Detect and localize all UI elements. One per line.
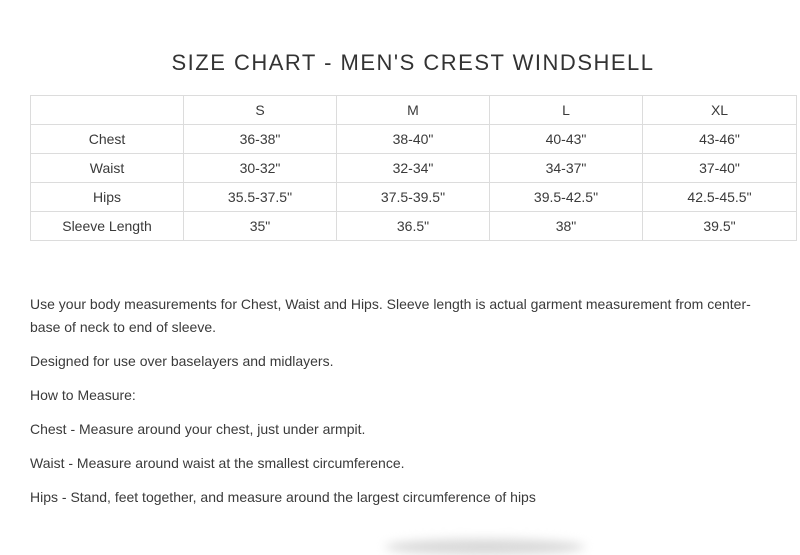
table-cell: 37-40" (643, 154, 797, 183)
row-label: Waist (31, 154, 184, 183)
how-to-measure-heading: How to Measure: (30, 387, 136, 403)
table-header-cell: S (184, 96, 337, 125)
row-label: Hips (31, 183, 184, 212)
table-cell: 40-43" (490, 125, 643, 154)
table-header-cell: M (337, 96, 490, 125)
waist-instruction: Waist - Measure around waist at the smallest circumference. (30, 455, 405, 471)
table-cell: 34-37" (490, 154, 643, 183)
table-cell: 36.5" (337, 212, 490, 241)
table-cell: 35.5-37.5" (184, 183, 337, 212)
table-header-cell: XL (643, 96, 797, 125)
table-row (31, 125, 797, 154)
table-header-cell (31, 96, 184, 125)
table-cell: 37.5-39.5" (337, 183, 490, 212)
table-cell: 32-34" (337, 154, 490, 183)
row-label: Sleeve Length (31, 212, 184, 241)
table-cell: 30-32" (184, 154, 337, 183)
table-cell: 39.5-42.5" (490, 183, 643, 212)
table-header-cell: L (490, 96, 643, 125)
table-cell: 43-46" (643, 125, 797, 154)
table-cell: 38" (490, 212, 643, 241)
table-cell: 38-40" (337, 125, 490, 154)
table-row (31, 212, 797, 241)
usage-note: Designed for use over baselayers and midlayers. (30, 353, 334, 369)
table-cell: 39.5" (643, 212, 797, 241)
table-cell: 36-38" (184, 125, 337, 154)
table-row (31, 183, 797, 212)
page-title: SIZE CHART - MEN'S CREST WINDSHELL (171, 50, 655, 75)
hips-instruction: Hips - Stand, feet together, and measure around the largest circumference of hips (30, 489, 536, 505)
size-chart-table (30, 95, 797, 241)
size-notes (30, 293, 775, 520)
chest-instruction: Chest - Measure around your chest, just under armpit. (30, 421, 366, 437)
table-cell: 42.5-45.5" (643, 183, 797, 212)
table-cell: 35" (184, 212, 337, 241)
measurement-note: Use your body measurements for Chest, Waist and Hips. Sleeve length is actual garment measurement from center-base of neck to end of sleeve. (30, 296, 751, 335)
table-row (31, 154, 797, 183)
table-header-row (31, 96, 797, 125)
row-label: Chest (31, 125, 184, 154)
button-shadow (385, 539, 585, 555)
